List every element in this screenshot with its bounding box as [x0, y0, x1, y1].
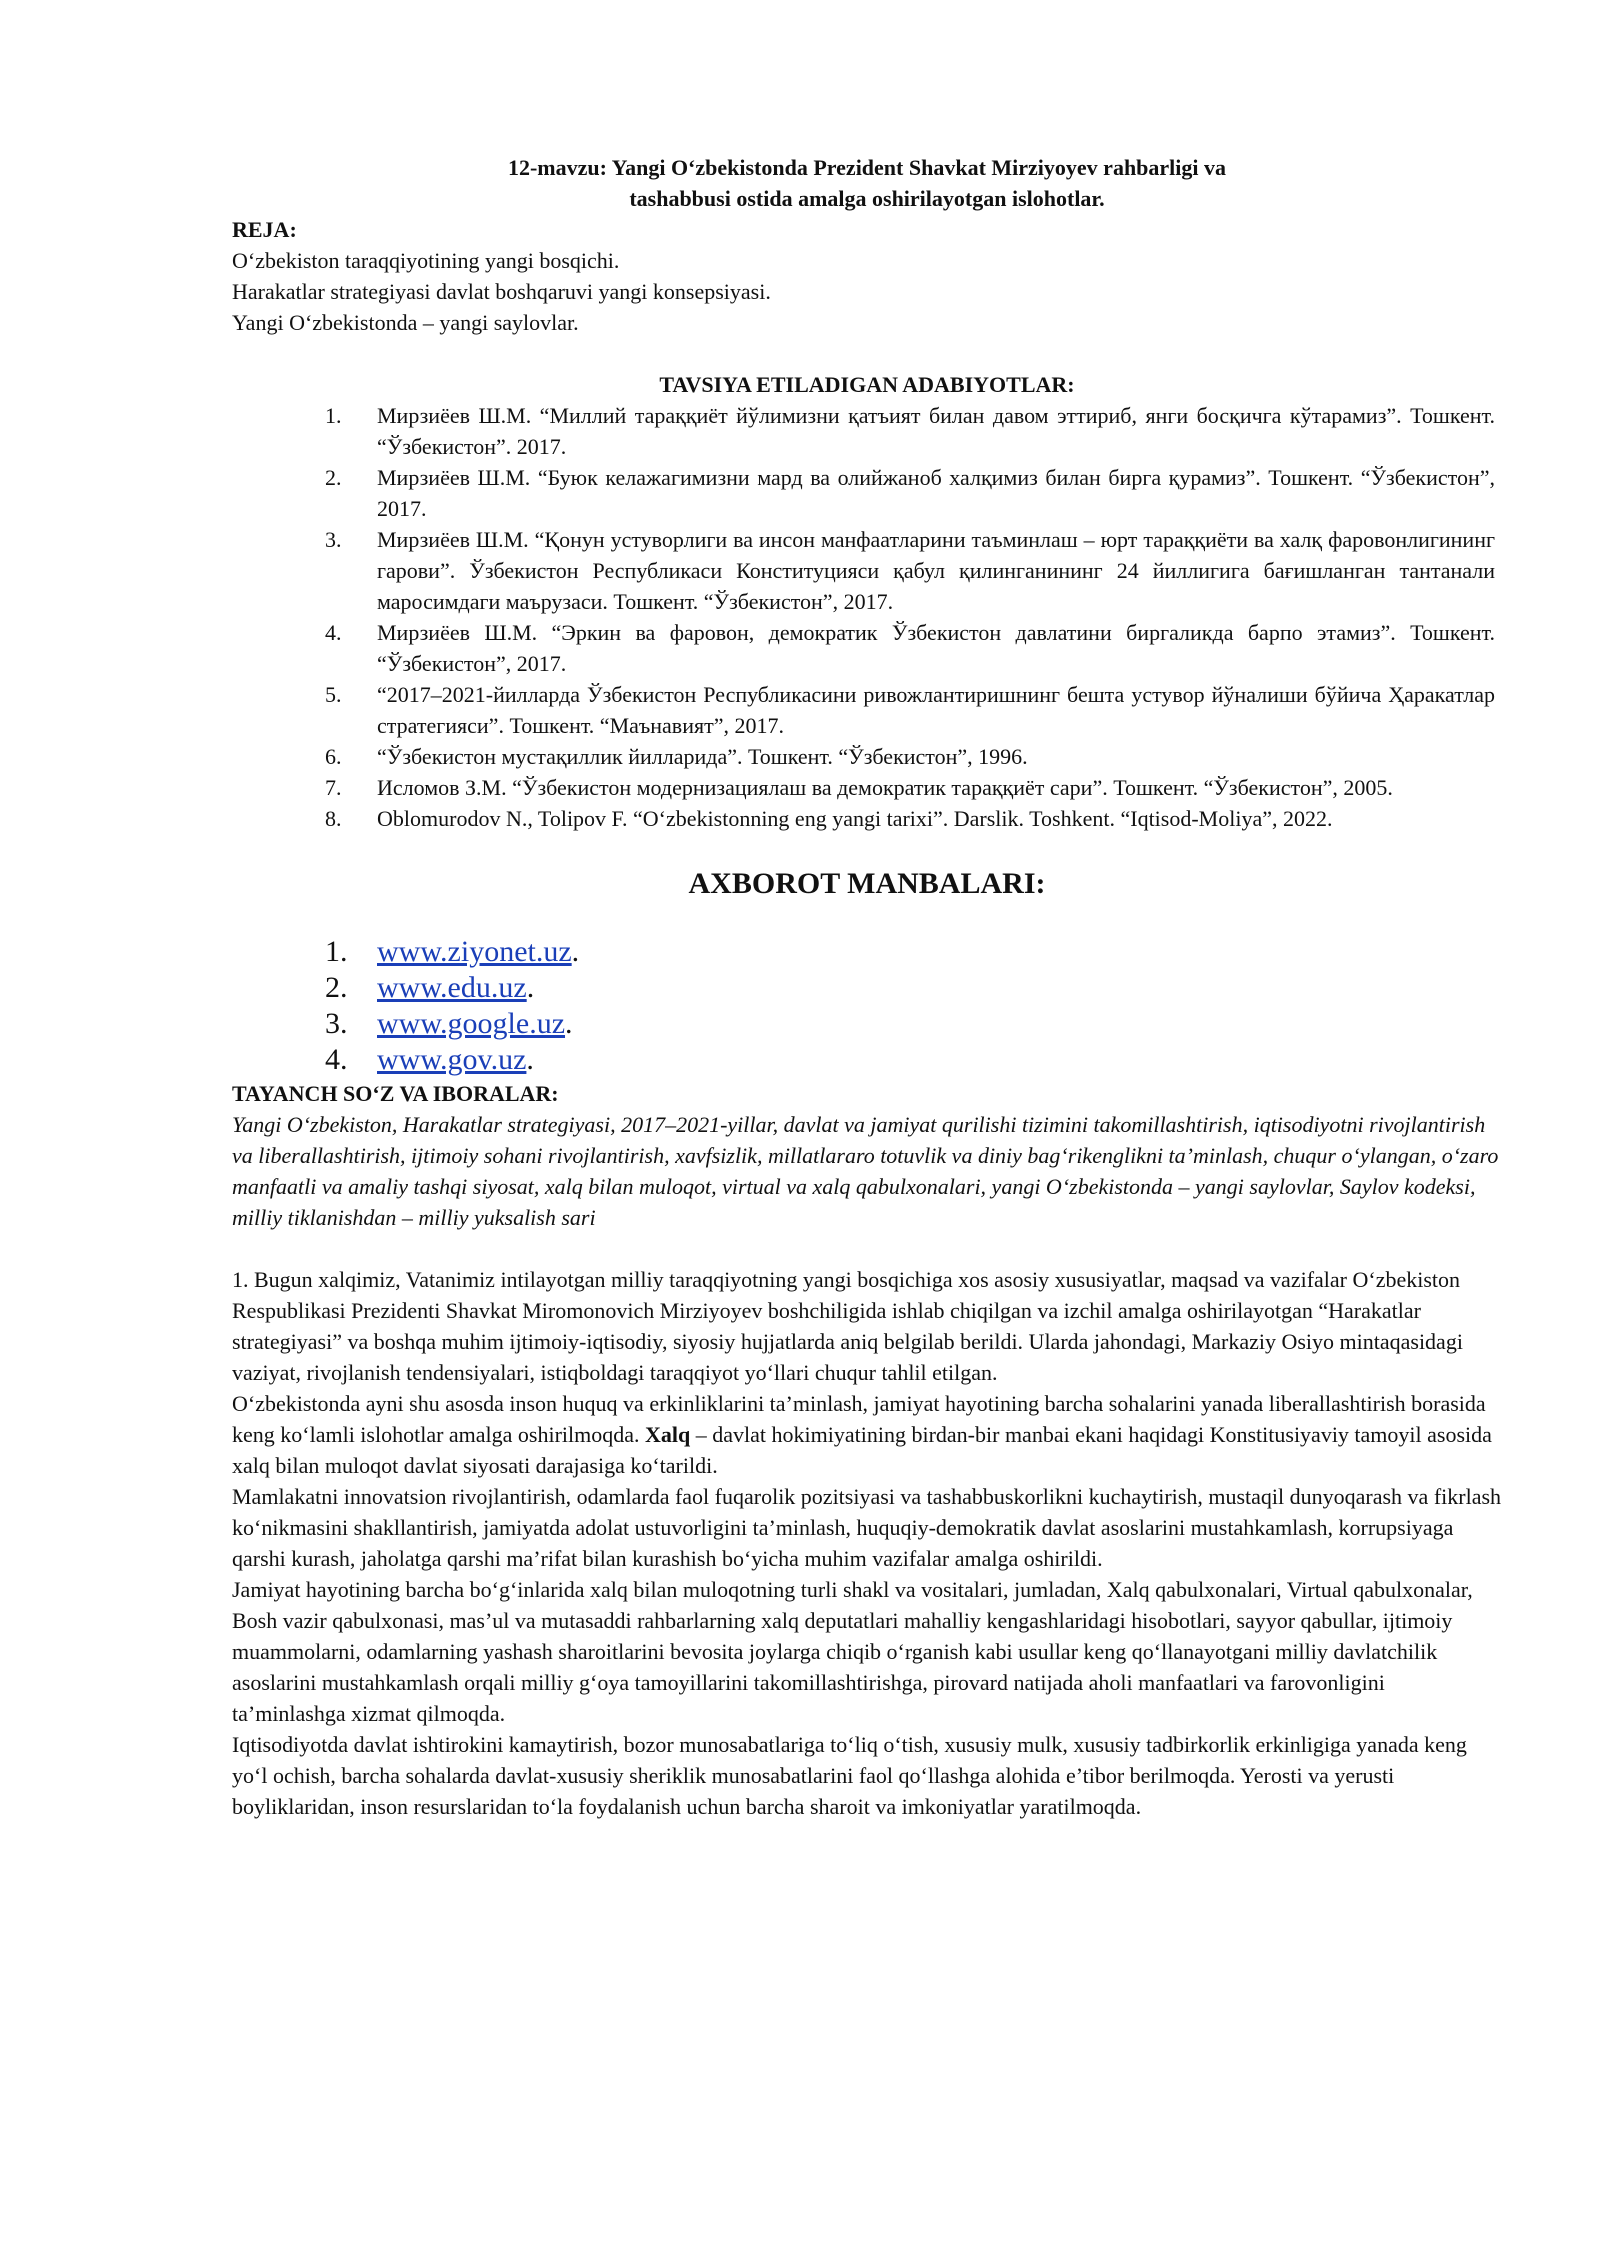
literature-item: [232, 400, 1502, 462]
item-number: 4.: [325, 620, 342, 645]
source-item: [232, 970, 1502, 1006]
literature-item: [232, 679, 1502, 741]
link-suffix: .: [565, 1007, 573, 1040]
spacer: [232, 338, 1502, 369]
item-number: 2.: [325, 971, 348, 1004]
literature-section: [232, 369, 1502, 834]
item-number: 3.: [325, 1007, 348, 1040]
plan-section: [232, 214, 1502, 338]
paragraph-text: O‘zbekistonda ayni shu asosda inson huquq va erkinliklarini ta’minlash, jamiyat hayotining barcha sohalarini yanada liberallashtirish borasida keng ko‘lamli islohotlar amalga oshirilmoqda.: [232, 1391, 1486, 1447]
body-paragraph-1: 1. Bugun xalqimiz, Vatanimiz intilayotgan milliy taraqqiyotning yangi bosqichiga xos asosiy xususiyatlar, maqsad va vazifalar O‘zbekiston Respublikasi Prezidenti Shavkat Miromonovich Mirziyoyev boshchiligida ishlab chiqilgan va izchil amalga oshirilayotgan “Harakatlar strategiyasi” va boshqa muhim ijtimoiy-iqtisodiy, siyosiy hujjatlarda aniq belgilab berildi. Ularda jahondagi, Markaziy Osiyo mintaqasidagi vaziyat, rivojlanish tendensiyalari, istiqboldagi taraqqiyot yo‘llari chuqur tahlil etilgan.: [232, 1267, 1463, 1385]
plan-item: Harakatlar strategiyasi davlat boshqaruvi yangi konsepsiyasi.: [232, 279, 771, 304]
item-number: 3.: [325, 527, 342, 552]
source-link-gov[interactable]: www.gov.uz: [377, 1043, 527, 1076]
emphasis-text: Xalq: [645, 1422, 691, 1447]
item-text: Исломов З.М. “Ўзбекистон модернизациялаш ва демократик тараққиёт сари”. Тошкент. “Ўзбекистон”, 2005.: [377, 775, 1393, 800]
keywords-section: [232, 1078, 1502, 1233]
body-paragraph-2: [232, 1388, 1502, 1481]
item-text: Мирзиёев Ш.М. “Қонун устуворлиги ва инсон манфаатларини таъминлаш – юрт тараққиёти ва халқ фаровонлигининг гарови”. Ўзбекистон Республикаси Конституцияси қабул қилинганининг 24 йиллигига бағишланган тантанали маросимдаги маърузаси. Тошкент. “Ўзбекистон”, 2017.: [377, 527, 1495, 614]
item-number: 6.: [325, 744, 342, 769]
source-item: [232, 1006, 1502, 1042]
source-link-google[interactable]: www.google.uz: [377, 1007, 566, 1040]
item-text: Oblomurodov N., Tolipov F. “O‘zbekistonning eng yangi tarixi”. Darslik. Toshkent. “Iqtisod-Moliya”, 2022.: [377, 806, 1333, 831]
item-number: 2.: [325, 465, 342, 490]
page-title: [232, 152, 1502, 214]
keywords-text: Yangi O‘zbekiston, Harakatlar strategiyasi, 2017–2021-yillar, davlat va jamiyat qurilishi tizimini takomillashtirish, iqtisodiyotni rivojlantirish va liberallashtirish, ijtimoiy sohani rivojlantirish, xavfsizlik, millatlararo totuvlik va diniy bag‘rikenglikni ta’minlash, chuqur o‘ylangan, o‘zaro manfaatli va amaliy tashqi siyosat, xalq bilan muloqot, virtual va xalq qabulxonalari, yangi O‘zbekistonda – yangi saylovlar, Saylov kodeksi, milliy tiklanishdan – milliy yuksalish sari: [232, 1112, 1499, 1230]
item-number: 5.: [325, 682, 342, 707]
item-text: “2017–2021-йилларда Ўзбекистон Республикасини ривожлантиришнинг бешта устувор йўналиши бўйича Ҳаракатлар стратегияси”. Тошкент. “Маънавият”, 2017.: [377, 682, 1495, 738]
item-number: 7.: [325, 775, 342, 800]
paragraph-text: – davlat hokimiyatining birdan-bir manbai ekani haqidagi Konstitusiyaviy tamoyil asosida xalq bilan muloqot davlat siyosati darajasiga ko‘tarildi.: [232, 1422, 1492, 1478]
title-line-2: tashabbusi ostida amalga oshirilayotgan islohotlar.: [629, 186, 1105, 211]
literature-item: [232, 462, 1502, 524]
source-item: [232, 1042, 1502, 1078]
link-suffix: .: [526, 1043, 534, 1076]
item-number: 1.: [325, 403, 342, 428]
sources-heading: AXBOROT MANBALARI:: [688, 867, 1046, 900]
link-suffix: .: [526, 971, 535, 1004]
body-paragraph-3: Mamlakatni innovatsion rivojlantirish, odamlarda faol fuqarolik pozitsiyasi va tashabbuskorlikni kuchaytirish, mustaqil dunyoqarash va fikrlash ko‘nikmasini shakllantirish, jamiyatda adolat ustuvorligini ta’minlash, huquqiy-demokratik davlat asoslarini mustahkamlash, korrupsiyaga qarshi kurash, jaholatga qarshi ma’rifat bilan kurashish bo‘yicha muhim vazifalar amalga oshirildi.: [232, 1484, 1502, 1571]
literature-item: [232, 617, 1502, 679]
body-paragraph-4: Jamiyat hayotining barcha bo‘g‘inlarida xalq bilan muloqotning turli shakl va vositalari, jumladan, Xalq qabulxonalari, Virtual qabulxonalar, Bosh vazir qabulxonasi, mas’ul va mutasaddi rahbarlarning xalq deputatlari mahalliy kengashlaridagi hisobotlari, sayyor qabullar, ijtimoiy muammolarni, odamlarning yashash sharoitlarini bevosita joylarga chiqib o‘rganish kabi usullar keng qo‘llanayotgani milliy davlatchilik asoslarini mustahkamlash orqali milliy g‘oya tamoyillarini takomillashtirishga, pirovard natijada aholi manfaatlari va farovonligini ta’minlashga xizmat qilmoqda.: [232, 1577, 1473, 1726]
item-number: 4.: [325, 1043, 348, 1076]
title-line-1: 12-mavzu: Yangi O‘zbekistonda Prezident Shavkat Mirziyoyev rahbarligi va: [507, 155, 1227, 180]
plan-item: O‘zbekiston taraqqiyotining yangi bosqichi.: [232, 248, 620, 273]
literature-item: [232, 524, 1502, 617]
item-text: Мирзиёев Ш.М. “Эркин ва фаровон, демократик Ўзбекистон давлатини биргаликда барпо этамиз”. Тошкент. “Ўзбекистон”, 2017.: [377, 620, 1495, 676]
sources-section: [232, 864, 1502, 1078]
source-link-ziyonet[interactable]: www.ziyonet.uz: [377, 935, 572, 968]
sources-list: [232, 934, 1502, 1078]
literature-heading: TAVSIYA ETILADIGAN ADABIYOTLAR:: [659, 372, 1075, 397]
item-number: 8.: [325, 806, 342, 831]
literature-item: [232, 772, 1502, 803]
item-text: Мирзиёев Ш.М. “Миллий тараққиёт йўлимизни қатъият билан давом эттириб, янги босқичга кўтарамиз”. Тошкент. “Ўзбекистон”. 2017.: [377, 403, 1495, 459]
item-number: 1.: [325, 935, 348, 968]
item-text: “Ўзбекистон мустақиллик йилларида”. Тошкент. “Ўзбекистон”, 1996.: [377, 744, 1028, 769]
link-suffix: .: [571, 935, 580, 968]
plan-item: Yangi O‘zbekistonda – yangi saylovlar.: [232, 310, 579, 335]
plan-heading: REJA:: [232, 217, 297, 242]
literature-list: [232, 400, 1502, 834]
literature-item: [232, 741, 1502, 772]
spacer: [232, 1233, 1502, 1264]
literature-item: [232, 803, 1502, 834]
document-content: [232, 152, 1502, 1822]
item-text: Мирзиёев Ш.М. “Буюк келажагимизни мард ва олийжаноб халқимиз билан бирга қурамиз”. Тошкент. “Ўзбекистон”, 2017.: [377, 465, 1495, 521]
body-section: [232, 1264, 1502, 1822]
body-paragraph-5: Iqtisodiyotda davlat ishtirokini kamaytirish, bozor munosabatlariga to‘liq o‘tish, xususiy mulk, xususiy tadbirkorlik erkinligiga yanada keng yo‘l ochish, barcha sohalarda davlat-xususiy sheriklik munosabatlarini faol qo‘llashga alohida e’tibor berilmoqda. Yerosti va yerusti boyliklaridan, inson resurslaridan to‘la foydalanish uchun barcha sharoit va imkoniyatlar yaratilmoqda.: [232, 1732, 1467, 1819]
source-link-edu[interactable]: www.edu.uz: [377, 971, 527, 1004]
keywords-heading: TAYANCH SO‘Z VA IBORALAR:: [232, 1081, 559, 1106]
source-item: [232, 934, 1502, 970]
